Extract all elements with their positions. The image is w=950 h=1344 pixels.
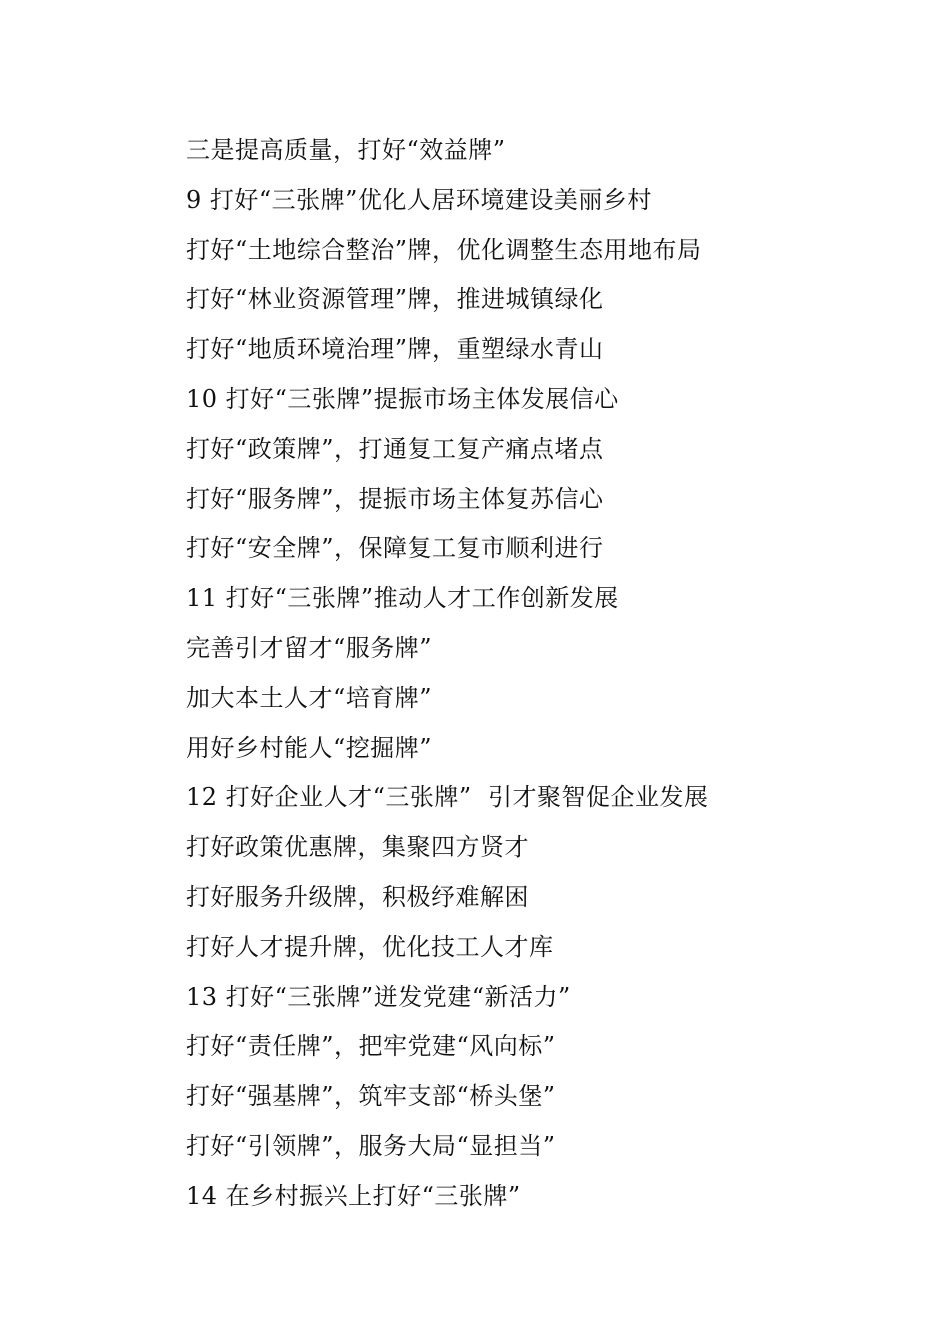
section-heading: 13 打好“三张牌”迸发党建“新活力” — [186, 982, 571, 1011]
text-line: 完善引才留才“服务牌” — [186, 633, 433, 662]
text-line: 打好“政策牌”，打通复工复产痛点堵点 — [186, 434, 604, 463]
document-body — [186, 126, 886, 1222]
text-line: 用好乡村能人“挖掘牌” — [186, 733, 433, 762]
text-line: 打好“安全牌”，保障复工复市顺利进行 — [186, 534, 604, 563]
section-heading: 10 打好“三张牌”提振市场主体发展信心 — [186, 384, 619, 413]
text-line: 打好“服务牌”，提振市场主体复苏信心 — [186, 484, 604, 513]
text-line: 打好“地质环境治理”牌，重塑绿水青山 — [186, 335, 604, 364]
text-line: 三是提高质量，打好“效益牌” — [186, 136, 506, 164]
section-heading: 12 打好企业人才“三张牌” 引才聚智促企业发展 — [186, 783, 709, 812]
section-heading: 9 打好“三张牌”优化人居环境建设美丽乡村 — [186, 185, 652, 214]
text-line: 打好“土地综合整治”牌，优化调整生态用地布局 — [186, 235, 702, 264]
text-line: 打好“责任牌”，把牢党建“风向标” — [186, 1032, 556, 1061]
text-line: 打好政策优惠牌，集聚四方贤才 — [186, 833, 529, 862]
text-line: 打好服务升级牌，积极纾难解困 — [186, 882, 529, 911]
section-heading: 11 打好“三张牌”推动人才工作创新发展 — [186, 584, 619, 613]
text-line: 打好“林业资源管理”牌，推进城镇绿化 — [186, 285, 604, 314]
text-line: 打好“强基牌”，筑牢支部“桥头堡” — [186, 1082, 556, 1111]
text-line: 打好“引领牌”，服务大局“显担当” — [186, 1131, 556, 1160]
text-line: 打好人才提升牌，优化技工人才库 — [186, 932, 554, 961]
section-heading: 14 在乡村振兴上打好“三张牌” — [186, 1181, 521, 1210]
text-line: 加大本土人才“培育牌” — [186, 683, 433, 712]
